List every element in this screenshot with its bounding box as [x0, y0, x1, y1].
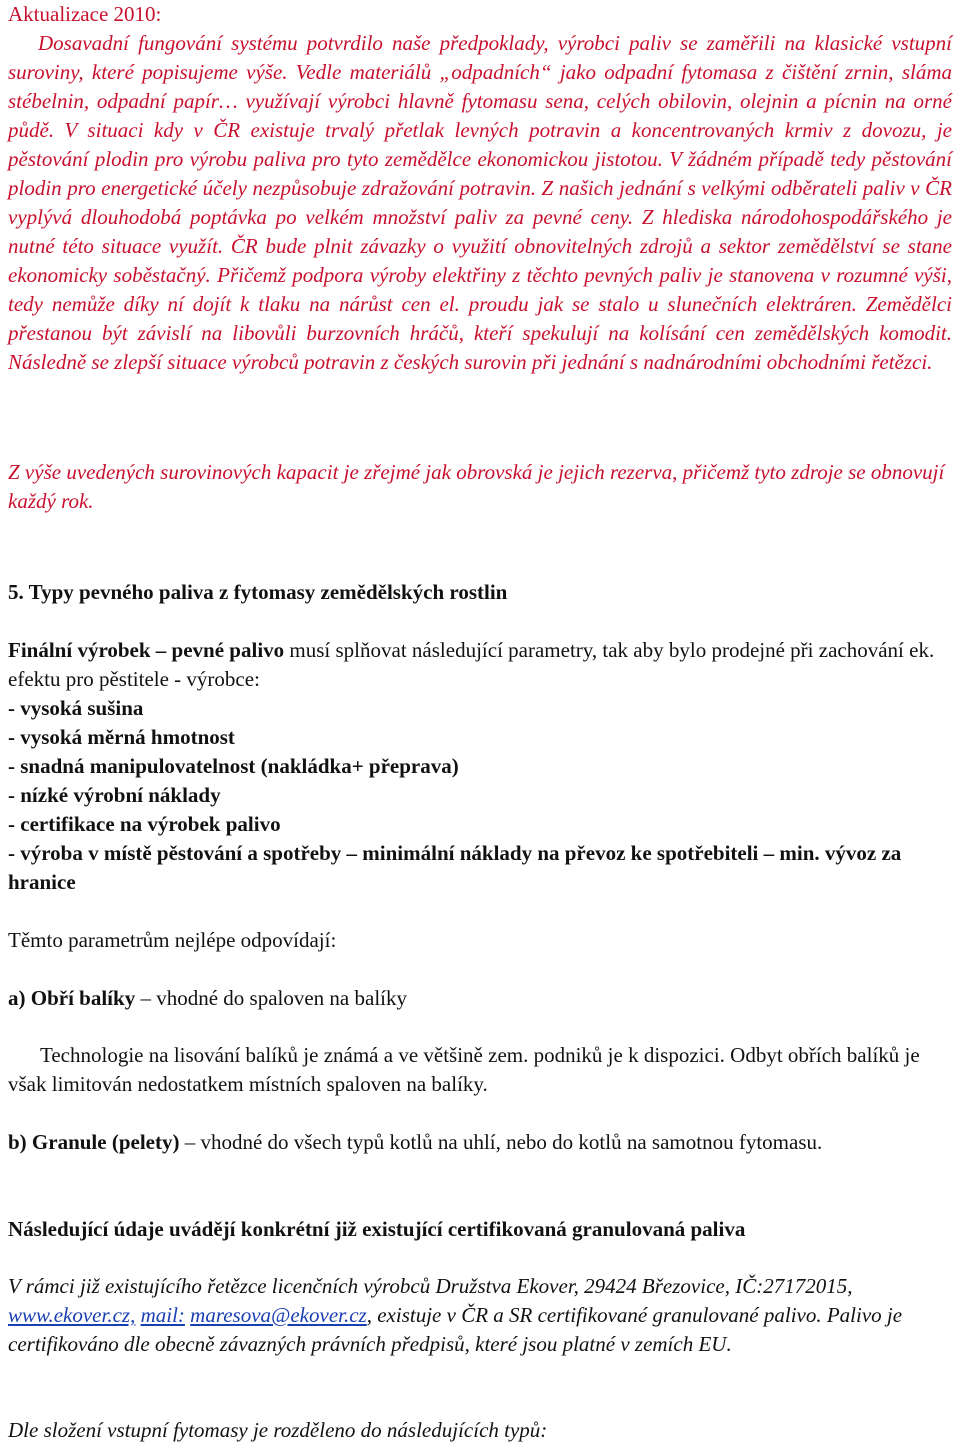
params-lead: Těmto parametrům nejlépe odpovídají: — [8, 928, 337, 952]
option-b-note: – vhodné do všech typů kotlů na uhlí, nebo do kotlů na samotnou fytomasu. — [184, 1130, 823, 1154]
update-text-red: Dosavadní fungování systému potvrdilo naše předpoklady, výrobci paliv se zaměřili na klasické vstupní suroviny, které popisujeme výše. Vedle materiálů „odpadních“ jako odpadní fytomasa z čištění zrnin, sláma stébelnin, odpadní papír… využívají výrobci hlavně fytomasu sena, celých obilovin, olejnin a pícnin na orné půdě. — [8, 31, 952, 142]
option-a-title: a) Obří balíky — [8, 986, 136, 1010]
ekover-web-link[interactable]: www.ekover.cz, — [8, 1303, 136, 1327]
requirements-intro — [8, 636, 952, 694]
section-heading: 5. Typy pevného paliva z fytomasy zemědělských rostlin — [8, 580, 508, 604]
types-lead: Dle složení vstupní fytomasy je rozděleno do následujících typů: — [8, 1418, 548, 1442]
ekover-paragraph — [8, 1272, 952, 1359]
option-a-description: Technologie na lisování balíků je známá a ve většině zem. podniků je k dispozici. Odbyt obřích balíků je však limitován nedostatkem místních spaloven na balíky. — [8, 1043, 920, 1096]
update-header: Aktualizace 2010: — [8, 2, 162, 26]
reserve-paragraph: Z výše uvedených surovinových kapacit je zřejmé jak obrovská je jejich rezerva, přičemž tyto zdroje se obnovují každý rok. — [8, 460, 945, 513]
option-b-title: b) Granule (pelety) — [8, 1130, 180, 1154]
product-requirements: musí splňovat následující parametry, tak aby bylo prodejné při zachování ek. efektu pro pěstitele - výrobce: — [8, 638, 935, 691]
list-item: - certifikace na výrobek palivo — [8, 812, 281, 836]
ekover-intro: V rámci již existujícího řetězce licenčních výrobců Družstva Ekover, 29424 Březovice, IČ:27172015, — [8, 1274, 853, 1298]
list-item: - vysoká sušina — [8, 696, 144, 720]
ekover-rest: , existuje v ČR a SR certifikované granulované palivo. Palivo je certifikováno dle obecně závazných právních předpisů, které jsou platné v zemích EU. — [8, 1303, 903, 1356]
list-item: - nízké výrobní náklady — [8, 783, 221, 807]
ekover-mail-link[interactable]: maresova@ekover.cz — [190, 1303, 367, 1327]
option-b — [8, 1128, 908, 1157]
certified-heading: Následující údaje uvádějí konkrétní již existující certifikovaná granulovaná paliva — [8, 1217, 746, 1241]
parameter-list — [8, 694, 938, 897]
option-a — [8, 984, 407, 1013]
update-text-red-2: V situaci kdy v ČR existuje trvalý přetlak levných potravin a koncentrovaných krmiv z dovozu, je pěstování plodin pro výrobu paliva pro tyto zemědělce ekonomickou jistotou. V žádném případě tedy pěstování plodin pro energetické účely nezpůsobuje zdražování potravin. Z našich jednání s velkými odběrateli paliv v ČR vyplývá dlouhodobá poptávka po velkém množství paliv za pevné ceny. Z hlediska národohospodářského je nutné této situace využít. ČR bude plnit závazky o využití obnovitelných zdrojů a sektor zemědělství se stane ekonomicky soběstačný. Přičemž podpora výroby elektřiny z těchto pevných paliv je stanovena v rozumné výši, tedy nemůže díky ní dojít k tlaku na nárůst cen el. proudu jak se stalo u slunečních elektráren. Zemědělci přestanou být závislí na libovůli burzovních hráčů, kteří spekulují na kolísání cen zemědělských komodit. Následně se zlepší situace výrobců potravin z českých surovin při jednání s nadnárodními obchodními řetězci. — [8, 118, 952, 374]
product-label: Finální výrobek – pevné palivo — [8, 638, 285, 662]
update-paragraph — [8, 29, 952, 377]
list-item: - vysoká měrná hmotnost — [8, 725, 235, 749]
mail-label: mail: — [140, 1303, 185, 1327]
list-item: - výroba v místě pěstování a spotřeby – minimální náklady na převoz ke spotřebiteli – min. vývoz za hranice — [8, 841, 902, 894]
list-item: - snadná manipulovatelnost (nakládka+ přeprava) — [8, 754, 459, 778]
option-a-note: – vhodné do spaloven na balíky — [140, 986, 407, 1010]
